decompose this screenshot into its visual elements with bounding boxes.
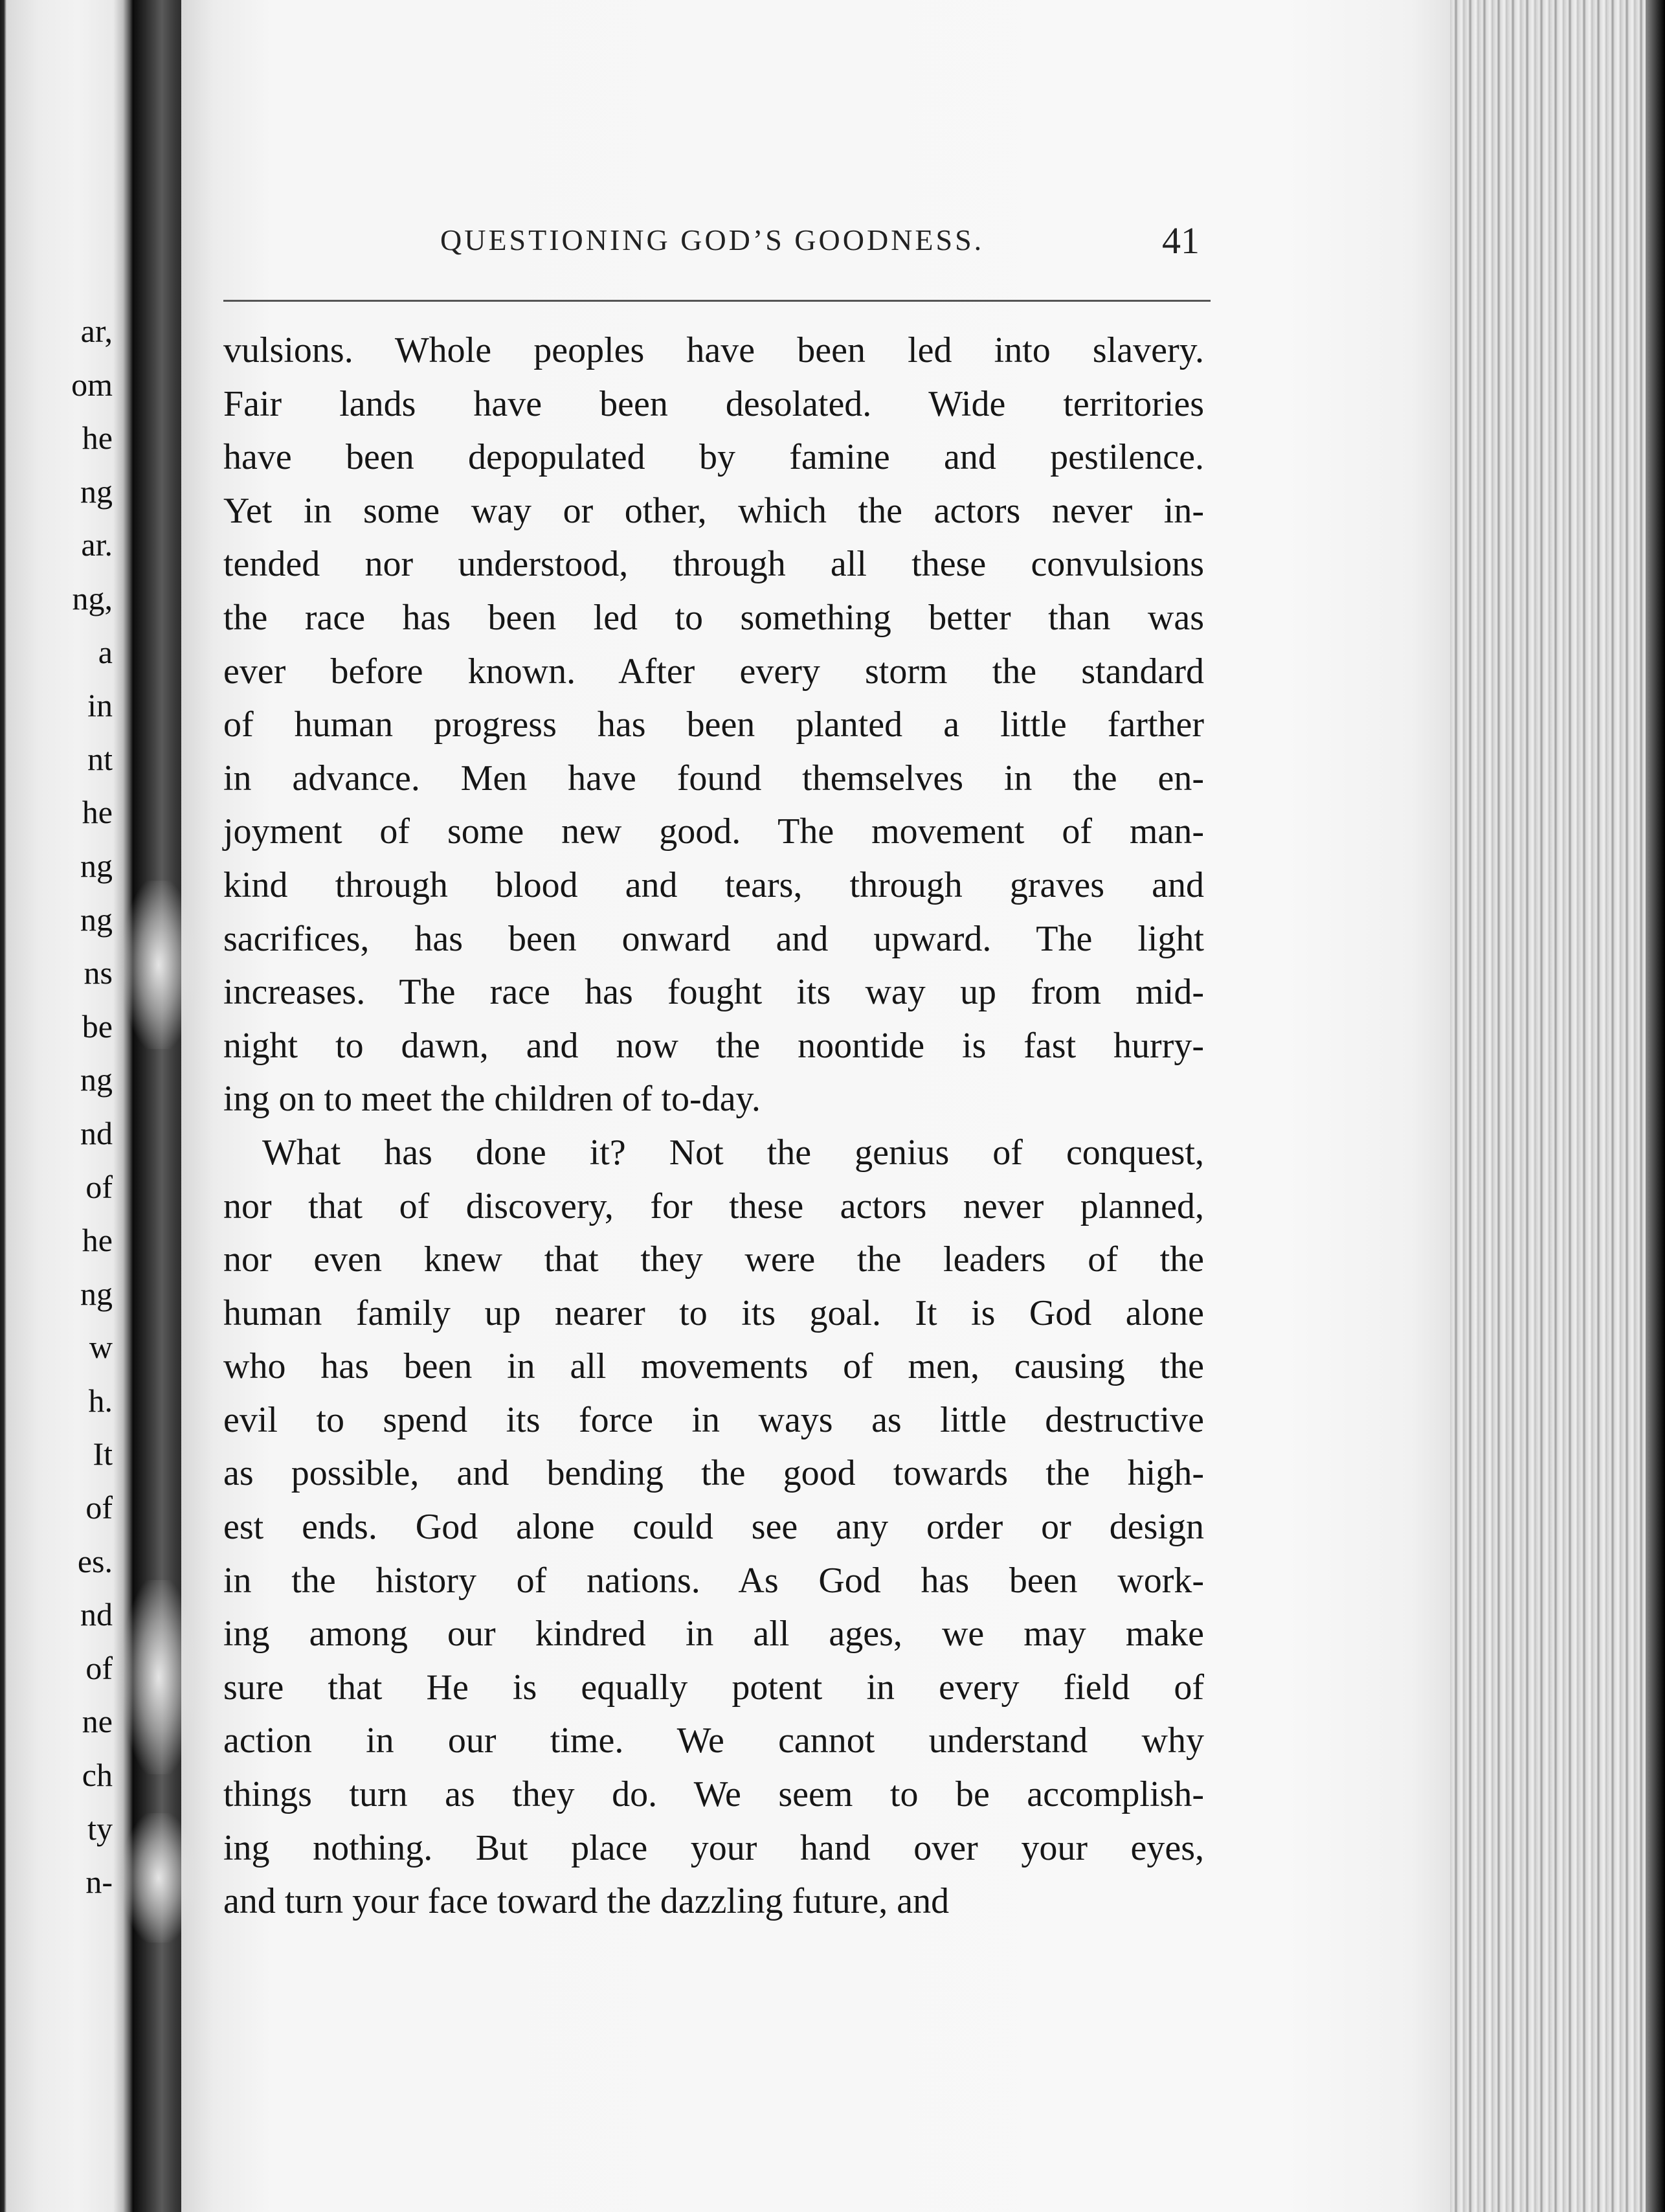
- left-page-fragment: of: [85, 1168, 113, 1205]
- left-page-fragment: ng: [80, 1275, 113, 1312]
- left-page-fragment: of: [85, 1489, 113, 1526]
- left-page-fragment: he: [82, 1222, 113, 1259]
- text-line: action in our time. We cannot understand why: [223, 1721, 1204, 1761]
- text-line: and turn your face toward the dazzling future, and: [223, 1881, 950, 1922]
- text-line: est ends. God alone could see any order or design: [223, 1507, 1204, 1548]
- left-page-fragment: ar.: [81, 526, 113, 563]
- left-page-fragment: nd: [80, 1596, 113, 1633]
- page-stack-edge: [1450, 0, 1665, 2212]
- left-page-fragment: ch: [82, 1757, 113, 1794]
- text-line: in advance. Men have found themselves in the en-: [223, 758, 1204, 798]
- page-number: 41: [1162, 220, 1200, 262]
- left-page-fragment: w: [89, 1329, 113, 1366]
- paper-stain: [123, 1813, 194, 1943]
- running-head: QUESTIONING GOD’S GOODNESS.: [440, 223, 985, 256]
- text-line: Yet in some way or other, which the actors never in-: [223, 490, 1204, 531]
- text-line: as possible, and bending the good towards the high-: [223, 1453, 1204, 1494]
- text-line: sure that He is equally potent in every field of: [223, 1667, 1204, 1708]
- text-line: ing nothing. But place your hand over your eyes,: [223, 1827, 1204, 1868]
- text-line: tended nor understood, through all these convulsions: [223, 544, 1204, 585]
- left-page-fragment: ar,: [80, 313, 113, 349]
- left-page-fragment: he: [82, 420, 113, 457]
- text-line: of human progress has been planted a little farther: [223, 705, 1204, 745]
- left-page-fragment: in: [87, 687, 113, 724]
- left-page-fragment: ns: [84, 954, 113, 991]
- left-page-fragment: ng,: [72, 580, 113, 616]
- paper-stain: [123, 1580, 194, 1774]
- left-page-fragment: of: [85, 1649, 113, 1686]
- text-line: who has been in all movements of men, causing the: [223, 1346, 1204, 1387]
- paper-stain: [123, 881, 194, 1049]
- text-line: things turn as they do. We seem to be accomplish-: [223, 1774, 1204, 1815]
- text-line: What has done it? Not the genius of conquest,: [262, 1132, 1204, 1173]
- text-line: nor even knew that they were the leaders of the: [223, 1239, 1204, 1280]
- left-page-fragment: ng: [80, 473, 113, 510]
- left-page-fragment: es.: [77, 1542, 113, 1579]
- left-page-fragment: ty: [87, 1810, 113, 1847]
- text-line: increases. The race has fought its way up from mid-: [223, 972, 1204, 1013]
- left-page-fragment: h.: [88, 1382, 113, 1419]
- left-page-fragment: n-: [85, 1864, 113, 1901]
- text-line: night to dawn, and now the noontide is fast hurry-: [223, 1025, 1204, 1066]
- left-page-fragment: ng: [80, 847, 113, 884]
- text-line: evil to spend its force in ways as little destructive: [223, 1399, 1204, 1440]
- text-line: human family up nearer to its goal. It is God alone: [223, 1292, 1204, 1333]
- text-line: the race has been led to something better than was: [223, 597, 1204, 638]
- text-line: ing on to meet the children of to-day.: [223, 1079, 761, 1120]
- left-page-text-fragments: [0, 304, 117, 1909]
- left-page-fragment: ne: [82, 1703, 113, 1740]
- left-facing-page: [0, 0, 133, 2212]
- left-page-fragment: nt: [87, 740, 113, 777]
- text-line: vulsions. Whole peoples have been led into slavery.: [223, 330, 1204, 370]
- text-line: sacrifices, has been onward and upward. The light: [223, 918, 1204, 959]
- text-line: nor that of discovery, for these actors never planned,: [223, 1186, 1204, 1226]
- text-line: Fair lands have been desolated. Wide territories: [223, 383, 1204, 424]
- header-rule: [223, 300, 1211, 302]
- text-line: in the history of nations. As God has been work-: [223, 1560, 1204, 1601]
- left-page-fragment: ng: [80, 1061, 113, 1098]
- left-page-fragment: he: [82, 794, 113, 831]
- body-text: [223, 324, 1204, 1928]
- left-page-fragment: nd: [80, 1114, 113, 1151]
- left-page-fragment: be: [82, 1008, 113, 1044]
- text-line: joyment of some new good. The movement of man-: [223, 811, 1204, 852]
- left-page-fragment: It: [93, 1436, 113, 1473]
- text-line: have been depopulated by famine and pestilence.: [223, 437, 1204, 478]
- text-line: kind through blood and tears, through graves and: [223, 864, 1204, 905]
- left-page-fragment: a: [98, 633, 113, 670]
- text-line: ing among our kindred in all ages, we may make: [223, 1614, 1204, 1654]
- left-page-fragment: om: [71, 366, 113, 403]
- left-page-fragment: ng: [80, 901, 113, 938]
- text-line: ever before known. After every storm the standard: [223, 651, 1204, 692]
